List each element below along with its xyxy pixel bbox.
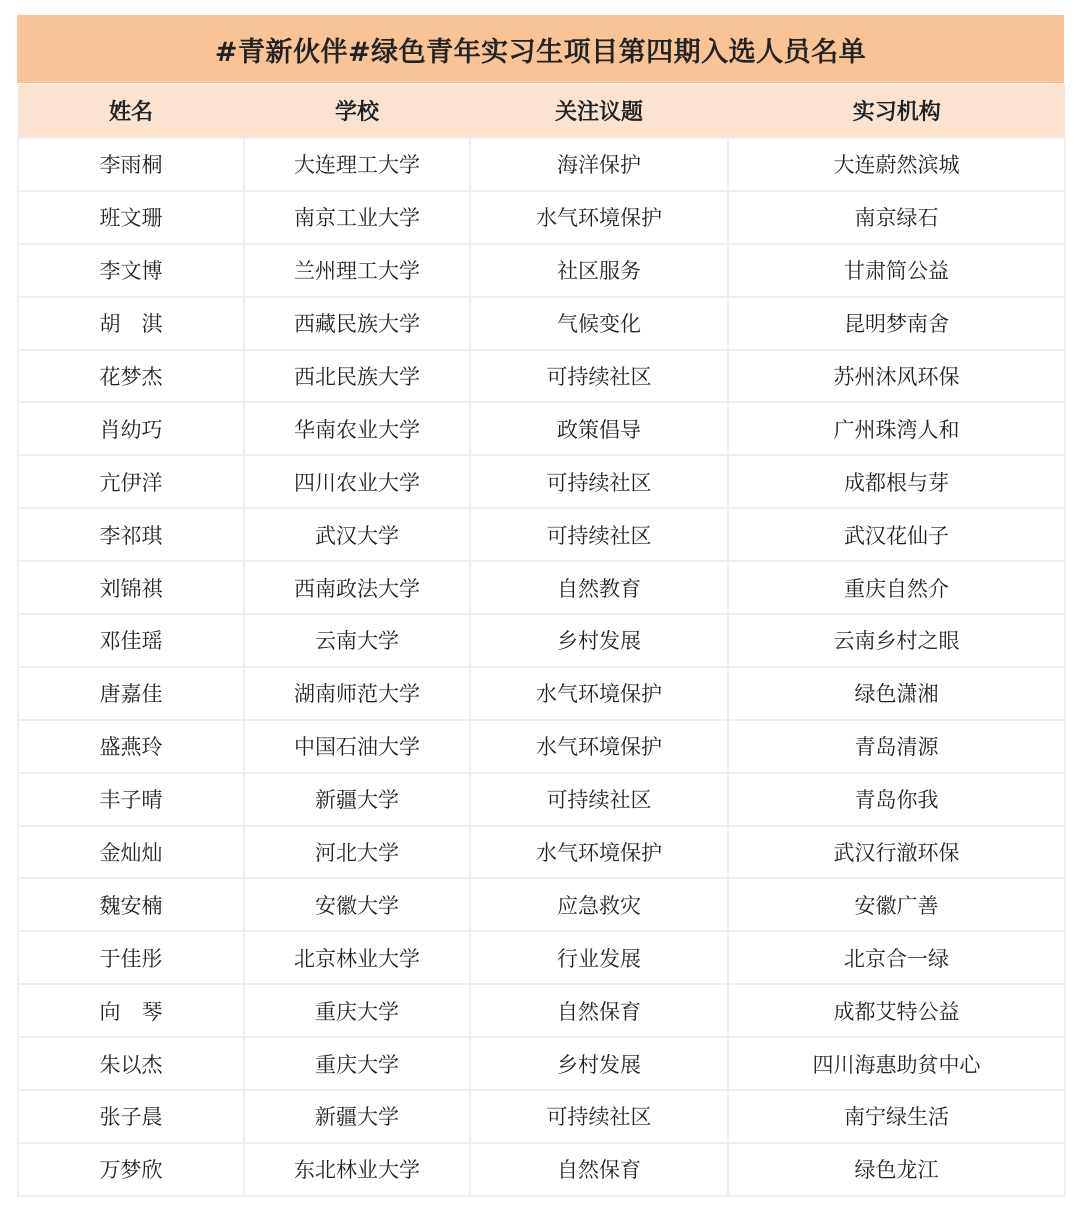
table-row — [18, 402, 1065, 455]
cell-name: 金灿灿 — [18, 826, 244, 879]
cell-name: 胡 淇 — [18, 297, 244, 350]
cell-name: 邓佳瑶 — [18, 614, 244, 667]
table-row — [18, 191, 1065, 244]
cell-topic: 乡村发展 — [470, 614, 728, 667]
cell-topic: 水气环境保护 — [470, 826, 728, 879]
cell-organization: 武汉行澈环保 — [728, 826, 1065, 879]
column-header-organization: 实习机构 — [728, 84, 1065, 138]
cell-organization: 成都艾特公益 — [728, 984, 1065, 1037]
cell-organization: 绿色潇湘 — [728, 667, 1065, 720]
table-row — [18, 614, 1065, 667]
header-row — [18, 84, 1065, 138]
cell-school: 西藏民族大学 — [244, 297, 470, 350]
cell-organization: 青岛清源 — [728, 720, 1065, 773]
cell-organization: 重庆自然介 — [728, 561, 1065, 614]
cell-name: 刘锦祺 — [18, 561, 244, 614]
cell-organization: 安徽广善 — [728, 878, 1065, 931]
cell-organization: 四川海惠助贫中心 — [728, 1037, 1065, 1090]
column-header-school: 学校 — [244, 84, 470, 138]
cell-topic: 海洋保护 — [470, 138, 728, 191]
cell-school: 云南大学 — [244, 614, 470, 667]
cell-name: 唐嘉佳 — [18, 667, 244, 720]
cell-organization: 苏州沐风环保 — [728, 350, 1065, 403]
cell-school: 西南政法大学 — [244, 561, 470, 614]
cell-organization: 南宁绿生活 — [728, 1090, 1065, 1143]
cell-school: 安徽大学 — [244, 878, 470, 931]
cell-topic: 水气环境保护 — [470, 191, 728, 244]
table-row — [18, 720, 1065, 773]
column-header-topic: 关注议题 — [470, 84, 728, 138]
roster-sheet — [17, 15, 1064, 1197]
cell-name: 朱以杰 — [18, 1037, 244, 1090]
cell-school: 新疆大学 — [244, 1090, 470, 1143]
cell-organization: 青岛你我 — [728, 773, 1065, 826]
cell-topic: 社区服务 — [470, 244, 728, 297]
cell-organization: 绿色龙江 — [728, 1143, 1065, 1196]
table-row — [18, 1090, 1065, 1143]
cell-school: 武汉大学 — [244, 508, 470, 561]
cell-topic: 自然保育 — [470, 1143, 728, 1196]
cell-name: 向 琴 — [18, 984, 244, 1037]
table-row — [18, 931, 1065, 984]
cell-topic: 应急救灾 — [470, 878, 728, 931]
cell-school: 四川农业大学 — [244, 455, 470, 508]
cell-name: 魏安楠 — [18, 878, 244, 931]
cell-school: 西北民族大学 — [244, 350, 470, 403]
cell-topic: 自然保育 — [470, 984, 728, 1037]
cell-school: 东北林业大学 — [244, 1143, 470, 1196]
cell-name: 盛燕玲 — [18, 720, 244, 773]
cell-school: 河北大学 — [244, 826, 470, 879]
roster-body — [18, 138, 1065, 1196]
cell-topic: 可持续社区 — [470, 508, 728, 561]
cell-name: 于佳彤 — [18, 931, 244, 984]
cell-name: 肖幼巧 — [18, 402, 244, 455]
cell-organization: 武汉花仙子 — [728, 508, 1065, 561]
cell-school: 中国石油大学 — [244, 720, 470, 773]
cell-organization: 广州珠湾人和 — [728, 402, 1065, 455]
cell-organization: 成都根与芽 — [728, 455, 1065, 508]
cell-name: 李文博 — [18, 244, 244, 297]
cell-name: 万梦欣 — [18, 1143, 244, 1196]
cell-topic: 自然教育 — [470, 561, 728, 614]
table-row — [18, 826, 1065, 879]
cell-topic: 行业发展 — [470, 931, 728, 984]
table-row — [18, 455, 1065, 508]
cell-topic: 水气环境保护 — [470, 720, 728, 773]
cell-organization: 云南乡村之眼 — [728, 614, 1065, 667]
table-row — [18, 878, 1065, 931]
cell-school: 大连理工大学 — [244, 138, 470, 191]
cell-organization: 大连蔚然滨城 — [728, 138, 1065, 191]
cell-school: 湖南师范大学 — [244, 667, 470, 720]
cell-organization: 昆明梦南舍 — [728, 297, 1065, 350]
cell-topic: 可持续社区 — [470, 350, 728, 403]
cell-name: 李雨桐 — [18, 138, 244, 191]
cell-name: 张子晨 — [18, 1090, 244, 1143]
column-header-name: 姓名 — [18, 84, 244, 138]
sheet-title: #青新伙伴#绿色青年实习生项目第四期入选人员名单 — [17, 15, 1064, 84]
cell-topic: 乡村发展 — [470, 1037, 728, 1090]
cell-school: 重庆大学 — [244, 1037, 470, 1090]
table-row — [18, 773, 1065, 826]
table-row — [18, 667, 1065, 720]
cell-topic: 可持续社区 — [470, 1090, 728, 1143]
roster-table — [17, 84, 1066, 1197]
cell-topic: 政策倡导 — [470, 402, 728, 455]
cell-topic: 气候变化 — [470, 297, 728, 350]
cell-topic: 可持续社区 — [470, 773, 728, 826]
cell-school: 兰州理工大学 — [244, 244, 470, 297]
table-row — [18, 561, 1065, 614]
cell-name: 花梦杰 — [18, 350, 244, 403]
cell-organization: 北京合一绿 — [728, 931, 1065, 984]
cell-name: 亢伊洋 — [18, 455, 244, 508]
cell-topic: 可持续社区 — [470, 455, 728, 508]
cell-topic: 水气环境保护 — [470, 667, 728, 720]
table-row — [18, 508, 1065, 561]
table-row — [18, 138, 1065, 191]
cell-school: 南京工业大学 — [244, 191, 470, 244]
cell-name: 丰子晴 — [18, 773, 244, 826]
table-row — [18, 297, 1065, 350]
table-row — [18, 350, 1065, 403]
table-row — [18, 1037, 1065, 1090]
table-row — [18, 1143, 1065, 1196]
table-row — [18, 984, 1065, 1037]
cell-school: 北京林业大学 — [244, 931, 470, 984]
cell-name: 班文珊 — [18, 191, 244, 244]
cell-organization: 南京绿石 — [728, 191, 1065, 244]
cell-school: 新疆大学 — [244, 773, 470, 826]
cell-name: 李祁琪 — [18, 508, 244, 561]
cell-school: 重庆大学 — [244, 984, 470, 1037]
table-row — [18, 244, 1065, 297]
cell-organization: 甘肃简公益 — [728, 244, 1065, 297]
cell-school: 华南农业大学 — [244, 402, 470, 455]
